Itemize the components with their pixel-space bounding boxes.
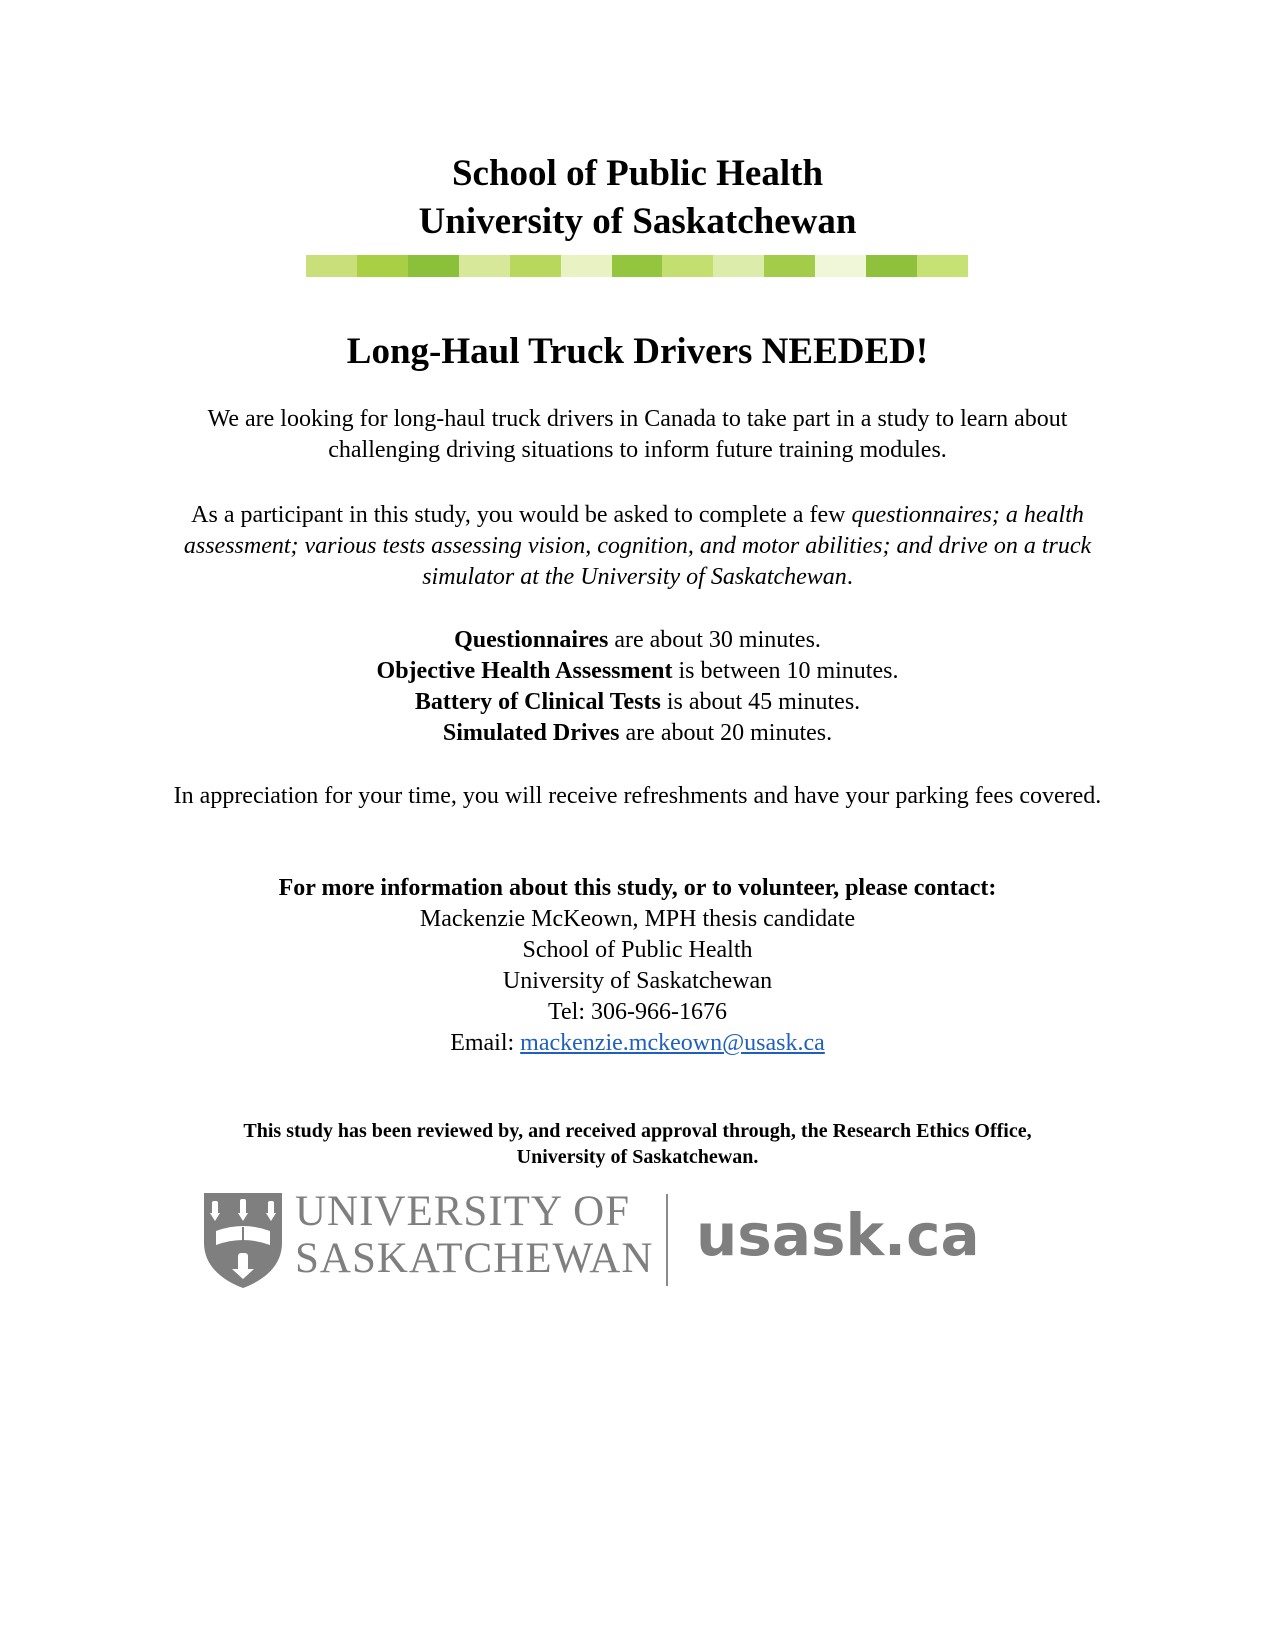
duration-item bbox=[0, 625, 1275, 656]
contact-name: Mackenzie McKeown, MPH thesis candidate bbox=[419, 906, 856, 932]
contact-university: University of Saskatchewan bbox=[502, 968, 773, 994]
stripe-segment bbox=[459, 255, 510, 277]
contact-email-line bbox=[0, 1028, 1275, 1059]
duration-item-name: Battery of Clinical Tests bbox=[414, 689, 661, 715]
participant-end: . bbox=[846, 564, 853, 590]
header-line-school: School of Public Health bbox=[451, 153, 824, 194]
ethics-line-1: This study has been reviewed by, and received approval through, the Research Ethics Office, bbox=[243, 1120, 1032, 1142]
duration-item-time: are about 30 minutes. bbox=[608, 627, 821, 653]
stripe-segment bbox=[713, 255, 764, 277]
stripe-segment bbox=[815, 255, 866, 277]
duration-item-time: is about 45 minutes. bbox=[660, 689, 861, 715]
logo-url[interactable]: usask.ca bbox=[696, 1201, 980, 1269]
stripe-segment bbox=[510, 255, 561, 277]
participant-tasks: questionnaires; a health assessment; various tests assessing vision, cognition, and motor abilities; and drive on a truck simulator at the University of Saskatchewan bbox=[183, 502, 1092, 590]
appreciation-paragraph bbox=[0, 781, 1275, 812]
logo-divider bbox=[666, 1194, 668, 1286]
intro-line-1: We are looking for long-haul truck drivers in Canada to take part in a study to learn about bbox=[207, 406, 1068, 432]
stripe-segment bbox=[306, 255, 357, 277]
duration-item-name: Simulated Drives bbox=[442, 720, 620, 746]
decorative-green-stripe bbox=[306, 255, 968, 277]
duration-item-time: are about 20 minutes. bbox=[619, 720, 833, 746]
duration-item bbox=[0, 687, 1275, 718]
duration-item-name: Questionnaires bbox=[454, 627, 609, 653]
durations-list bbox=[0, 625, 1275, 749]
ethics-statement bbox=[0, 1118, 1275, 1170]
participant-lead: As a participant in this study, you would be asked to complete a few bbox=[191, 502, 852, 528]
duration-item-time: is between 10 minutes. bbox=[672, 658, 899, 684]
stripe-segment bbox=[408, 255, 459, 277]
crest-icon bbox=[202, 1191, 284, 1289]
stripe-segment bbox=[662, 255, 713, 277]
stripe-segment bbox=[866, 255, 917, 277]
logo-wordmark bbox=[295, 1188, 653, 1282]
intro-paragraph bbox=[0, 404, 1275, 466]
contact-heading bbox=[0, 873, 1275, 904]
appreciation-text: In appreciation for your time, you will receive refreshments and have your parking fees covered. bbox=[173, 783, 1102, 809]
university-logo bbox=[200, 1188, 980, 1288]
logo-line-university: UNIVERSITY OF bbox=[295, 1188, 631, 1235]
stripe-segment bbox=[561, 255, 612, 277]
duration-item-name: Objective Health Assessment bbox=[376, 658, 673, 684]
contact-department: School of Public Health bbox=[522, 937, 753, 963]
headline: Long-Haul Truck Drivers NEEDED! bbox=[346, 331, 929, 372]
contact-email-label: Email: bbox=[450, 1030, 521, 1056]
stripe-segment bbox=[612, 255, 663, 277]
contact-heading-text: For more information about this study, or to volunteer, please contact: bbox=[278, 875, 997, 901]
contact-email-link[interactable]: mackenzie.mckeown@usask.ca bbox=[520, 1030, 825, 1056]
contact-phone: Tel: 306-966-1676 bbox=[548, 999, 727, 1025]
stripe-segment bbox=[917, 255, 968, 277]
ethics-line-2: University of Saskatchewan. bbox=[516, 1146, 759, 1168]
stripe-segment bbox=[764, 255, 815, 277]
stripe-segment bbox=[357, 255, 408, 277]
header-line-university: University of Saskatchewan bbox=[418, 201, 857, 242]
logo-line-saskatchewan: SASKATCHEWAN bbox=[295, 1235, 654, 1282]
intro-line-2: challenging driving situations to inform future training modules. bbox=[328, 437, 947, 463]
participant-paragraph bbox=[0, 500, 1275, 593]
duration-item bbox=[0, 718, 1275, 749]
duration-item bbox=[0, 656, 1275, 687]
header-title bbox=[0, 150, 1275, 246]
contact-block bbox=[0, 873, 1275, 1059]
